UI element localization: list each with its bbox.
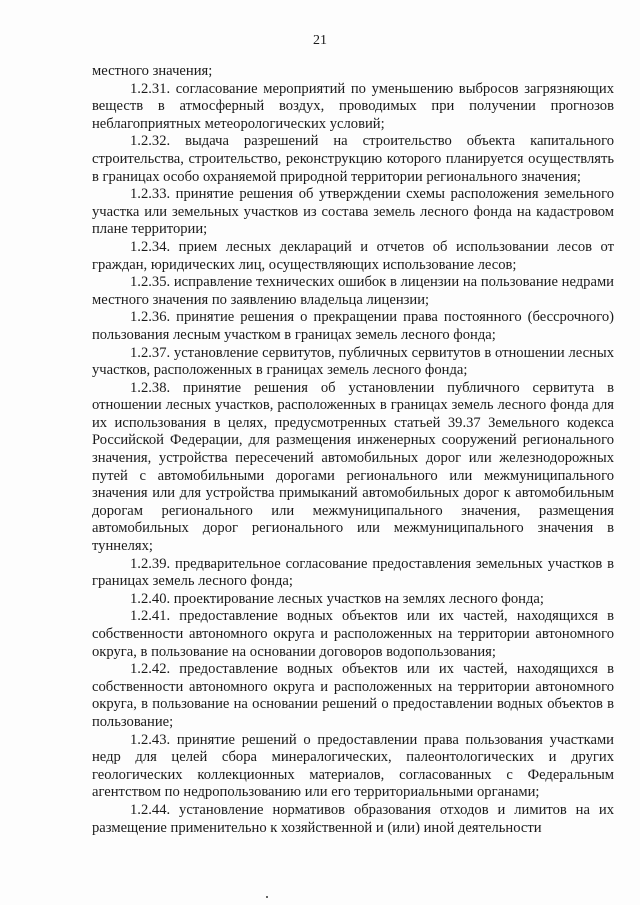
paragraph-1-2-34: 1.2.34. прием лесных деклараций и отчетов об использовании лесов от граждан, юридических лиц, осуществляющих использование лесов; (92, 238, 614, 273)
document-body (92, 63, 614, 837)
paragraph-1-2-31: 1.2.31. согласование мероприятий по уменьшению выбросов загрязняющих веществ в атмосферный воздух, проводимых при получении прогнозов неблагоприятных метеорологических условий; (92, 80, 614, 132)
paragraph-1-2-40: 1.2.40. проектирование лесных участков на землях лесного фонда; (130, 590, 544, 607)
paragraph-1-2-44: 1.2.44. установление нормативов образования отходов и лимитов на их размещение применительно к хозяйственной и (или) иной деятельности (92, 801, 614, 836)
page-number: 21 (313, 33, 327, 48)
paragraph-1-2-37: 1.2.37. установление сервитутов, публичных сервитутов в отношении лесных участков, расположенных в границах земель лесного фонда; (92, 344, 614, 379)
paragraph-1-2-35: 1.2.35. исправление технических ошибок в лицензии на пользование недрами местного значения по заявлению владельца лицензии; (92, 274, 614, 308)
paragraph-1-2-33: 1.2.33. принятие решения об утверждении схемы расположения земельного участка или земельных участков из состава земель лесного фонда на кадастровом плане территории; (92, 186, 614, 238)
paragraph-1-2-39: 1.2.39. предварительное согласование предоставления земельных участков в границах земель лесного фонда; (92, 555, 614, 590)
scan-speck (266, 896, 268, 898)
paragraph-1-2-43: 1.2.43. принятие решений о предоставлении права пользования участками недр для целей сбора минералогических, палеонтологических и других геологических коллекционных материалов, согласованных с Федеральным агентством по недропользованию или его территориальными органами; (92, 731, 614, 801)
paragraph-1-2-38: 1.2.38. принятие решения об установлении публичного сервитута в отношении лесных участков, расположенных в границах земель лесного фонда для их использования в целях, предусмотренных статьей 39.37 Земельного кодекса Российской Федерации, для размещения инженерных сооружений регионального значения, устройства пересечений автомобильных дорог или железнодорожных путей с автомобильными дорогами регионального или межмуниципального значения или для устройства примыканий автомобильных дорог к автомобильным дорогам регионального или межмуниципального значения, размещения автомобильных дорог регионального или межмуниципального значения в туннелях; (92, 379, 614, 555)
paragraph-1-2-32: 1.2.32. выдача разрешений на строительство объекта капитального строительства, строительство, реконструкцию которого планируется осуществлять в границах особо охраняемой природной территории регионального значения; (92, 133, 614, 185)
paragraph-continuation: местного значения; (92, 63, 213, 79)
paragraph-1-2-41: 1.2.41. предоставление водных объектов или их частей, находящихся в собственности автономного округа и расположенных на территории автономного округа, в пользование на основании договоров водопользования; (92, 608, 614, 660)
paragraph-1-2-42: 1.2.42. предоставление водных объектов или их частей, находящихся в собственности автономного округа и расположенных на территории автономного округа, в пользование на основании решений о предоставлении водных объектов в пользование; (92, 661, 614, 730)
paragraph-1-2-36: 1.2.36. принятие решения о прекращении права постоянного (бессрочного) пользования лесным участком в границах земель лесного фонда; (92, 309, 614, 343)
